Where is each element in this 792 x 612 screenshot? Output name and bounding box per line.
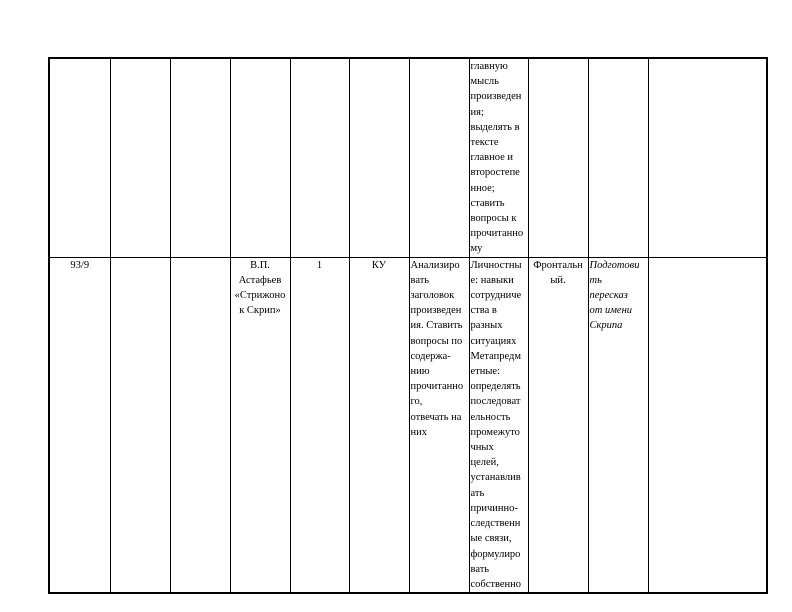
lesson-activities-cell: Анализиро вать заголовок произведен ия. Ставить вопросы по содержа- нию прочитанно го, отвечать на них bbox=[409, 257, 469, 593]
lesson-outcomes-cell: Личностны е: навыки сотрудниче ства в разных ситуациях Метапредм етные: определять последоват ельность промежуто чных целей, устанавлив ать причинно- следственн ые связи, формулиро вать собственно bbox=[469, 257, 528, 593]
date-plan-cell bbox=[110, 257, 170, 593]
date-fact-cell bbox=[170, 257, 230, 593]
lesson-hours-cell: 1 bbox=[290, 257, 349, 593]
homework-cell bbox=[588, 58, 648, 257]
hours-cell bbox=[290, 58, 349, 257]
lesson-type-cell bbox=[349, 58, 409, 257]
number-cell bbox=[49, 58, 110, 257]
outcomes-cell: главную мысль произведен ия; выделять в тексте главное и второстепе нное; ставить вопросы к прочитанно му bbox=[469, 58, 528, 257]
topic-cell bbox=[230, 58, 290, 257]
table-row-continuation bbox=[49, 58, 767, 257]
lesson-plan-table bbox=[48, 57, 768, 594]
table-row-lesson bbox=[49, 257, 767, 593]
date-fact-cell bbox=[170, 58, 230, 257]
activities-cell bbox=[409, 58, 469, 257]
lesson-topic-cell: В.П. Астафьев «Стрижоно к Скрип» bbox=[230, 257, 290, 593]
form-cell bbox=[528, 58, 588, 257]
lesson-number-cell: 93/9 bbox=[49, 257, 110, 593]
notes-cell bbox=[648, 58, 767, 257]
lesson-type-cell: КУ bbox=[349, 257, 409, 593]
lesson-form-cell: Фронтальн ый. bbox=[528, 257, 588, 593]
date-plan-cell bbox=[110, 58, 170, 257]
lesson-homework-cell: Подготови ть пересказ от имени Скрипа bbox=[588, 257, 648, 593]
notes-cell bbox=[648, 257, 767, 593]
